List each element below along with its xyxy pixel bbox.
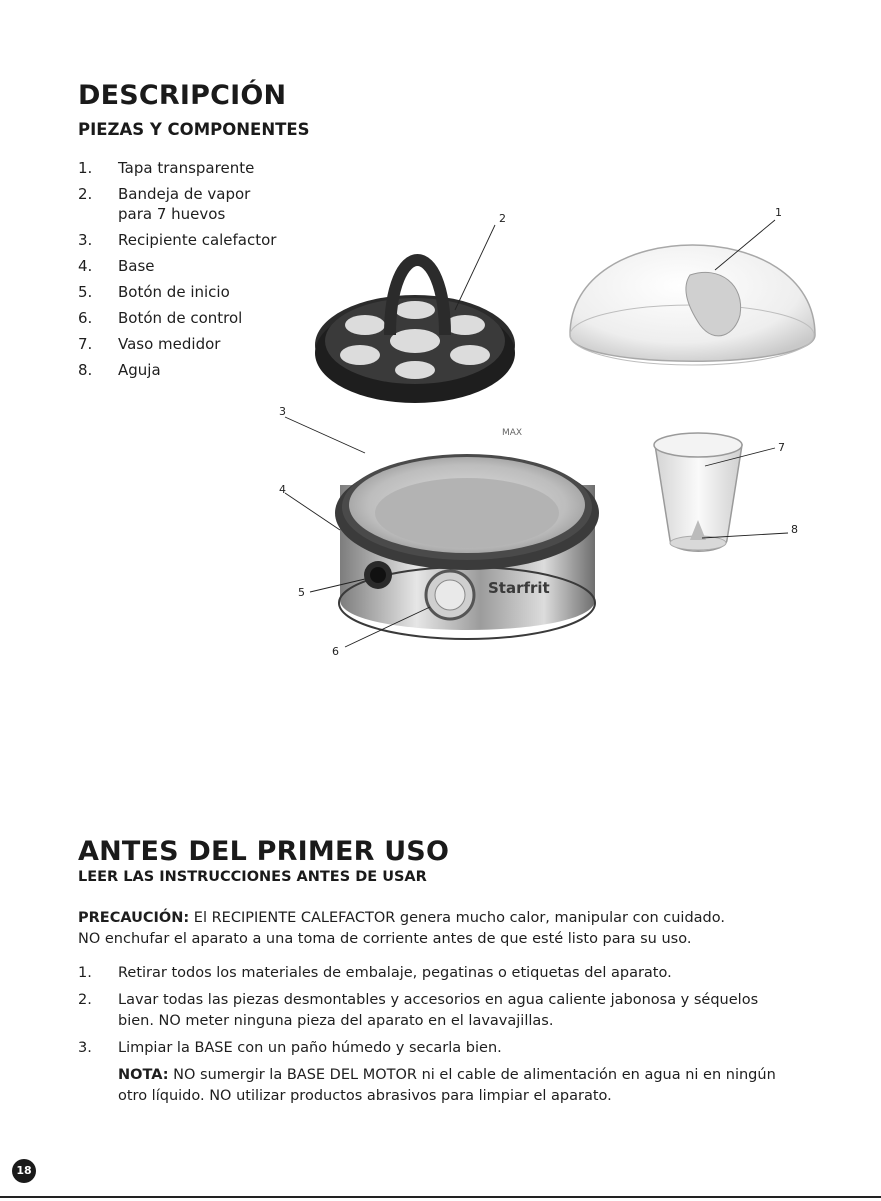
- callout-6: 6: [332, 645, 339, 658]
- brand-logo: Starfrit: [488, 579, 550, 597]
- callout-5: 5: [298, 586, 305, 599]
- note: [78, 1065, 798, 1107]
- list-item-number: 8.: [78, 361, 93, 379]
- list-item-number: 5.: [78, 283, 93, 301]
- measuring-cup: [654, 433, 742, 551]
- list-item-number: 4.: [78, 257, 93, 275]
- section-title-description: DESCRIPCIÓN: [78, 80, 287, 111]
- list-item-number: 7.: [78, 335, 93, 353]
- caution-text: El RECIPIENTE CALEFACTOR genera mucho calor, manipular con cuidado.: [189, 910, 725, 926]
- list-item-label: Botón de control: [118, 309, 243, 327]
- steam-tray: [315, 260, 515, 403]
- caution-line-1: [78, 908, 798, 929]
- caution-label: PRECAUCIÓN:: [78, 910, 190, 926]
- list-item-label: Tapa transparente: [118, 159, 255, 177]
- parts-list: [78, 158, 283, 386]
- step-text: Retirar todos los materiales de embalaje, pegatinas o etiquetas del aparato.: [118, 965, 672, 981]
- bottom-rule: [0, 1196, 881, 1198]
- section-subtitle-parts: PIEZAS Y COMPONENTES: [78, 120, 310, 139]
- callout-8: 8: [791, 523, 798, 536]
- list-item: [78, 256, 283, 276]
- egg-cooker-illustration: [270, 195, 870, 665]
- step-number: 1.: [78, 965, 92, 981]
- list-item-label: Bandeja de vapor para 7 huevos: [118, 185, 251, 223]
- transparent-lid: [570, 245, 815, 365]
- callout-3: 3: [279, 405, 286, 418]
- callout-4: 4: [279, 483, 286, 496]
- list-item-label: Vaso medidor: [118, 335, 221, 353]
- step-text: Limpiar la BASE con un paño húmedo y secarla bien.: [118, 1040, 502, 1056]
- list-item-number: 2.: [78, 185, 93, 203]
- caution-block: [78, 908, 798, 950]
- cooker-base: [335, 428, 599, 639]
- caution-line-2: NO enchufar el aparato a una toma de corriente antes de que esté listo para su uso.: [78, 931, 692, 947]
- list-item: [78, 990, 798, 1032]
- list-item-number: 6.: [78, 309, 93, 327]
- list-item: [78, 282, 283, 302]
- step-text: Lavar todas las piezas desmontables y accesorios en agua caliente jabonosa y séquelos bien. NO meter ninguna pieza del aparato en el lavavajillas.: [118, 992, 759, 1029]
- first-use-steps: [78, 963, 798, 1113]
- list-item-number: 3.: [78, 231, 93, 249]
- list-item-label: Aguja: [118, 361, 161, 379]
- note-label: NOTA:: [118, 1067, 169, 1083]
- list-item: [78, 308, 283, 328]
- list-item: [78, 1038, 798, 1059]
- list-item-label: Base: [118, 257, 155, 275]
- list-item-label: Botón de inicio: [118, 283, 230, 301]
- step-number: 2.: [78, 992, 92, 1008]
- callout-7: 7: [778, 441, 785, 454]
- list-item: [78, 158, 283, 178]
- list-item-number: 1.: [78, 159, 93, 177]
- list-item: [78, 360, 283, 380]
- section-title-first-use: ANTES DEL PRIMER USO: [78, 836, 450, 867]
- callout-2: 2: [499, 212, 506, 225]
- note-text: NO sumergir la BASE DEL MOTOR ni el cable de alimentación en agua ni en ningún otro líquido. NO utilizar productos abrasivos para limpiar el aparato.: [118, 1067, 776, 1104]
- section-subtitle-instructions: LEER LAS INSTRUCCIONES ANTES DE USAR: [78, 869, 427, 885]
- step-number: 3.: [78, 1040, 92, 1056]
- page-number: 18: [12, 1159, 36, 1183]
- list-item: [78, 230, 283, 250]
- list-item: [78, 184, 283, 224]
- product-figure: [270, 195, 870, 665]
- max-marker: MAX: [502, 428, 523, 438]
- callout-1: 1: [775, 206, 782, 219]
- list-item: [78, 963, 798, 984]
- list-item-label: Recipiente calefactor: [118, 231, 277, 249]
- list-item: [78, 334, 283, 354]
